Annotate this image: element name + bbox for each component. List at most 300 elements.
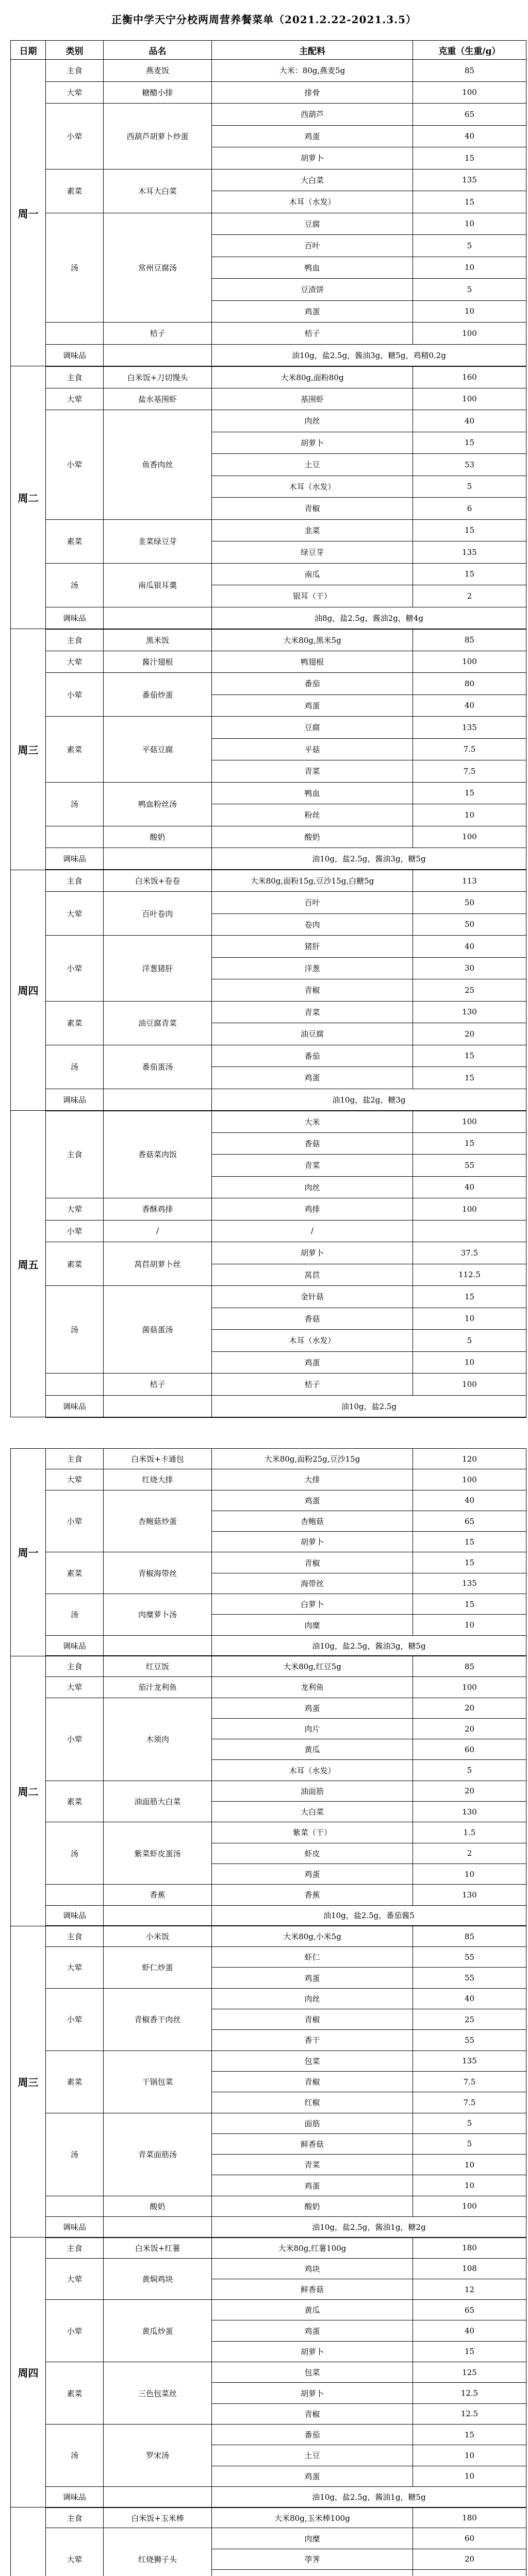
day-label: 周三 <box>11 629 46 870</box>
weight-cell: 125 <box>413 2362 526 2383</box>
page-title: 正衡中学天宁分校两周营养餐菜单（2021.2.22-2021.3.5） <box>111 13 417 26</box>
category-cell: 大荤 <box>46 1947 104 1989</box>
menu-row <box>11 1198 526 1221</box>
menu-row <box>11 81 526 104</box>
category-cell: 汤 <box>46 1594 104 1636</box>
seasoning-label: 调味品 <box>46 1089 104 1111</box>
weight-cell: 12.5 <box>413 2383 526 2403</box>
menu-row <box>11 1001 526 1023</box>
ingredient-cell: 红椒 <box>212 2092 413 2113</box>
dish-cell: 油豆腐青菜 <box>104 1001 212 1045</box>
ingredient-cell: 鸡块 <box>212 2258 413 2279</box>
ingredient-cell: 酸奶 <box>212 826 413 848</box>
dish-cell: 罗宋汤 <box>104 2424 212 2486</box>
weight-cell: 10 <box>413 1308 526 1330</box>
weight-cell: 20 <box>413 1698 526 1718</box>
dish-cell: 常州豆腐汤 <box>104 213 212 323</box>
weight-cell: 50 <box>413 913 526 936</box>
seasoning-row <box>11 1089 526 1111</box>
menu-row <box>11 717 526 739</box>
weight-cell: 10 <box>413 1863 526 1884</box>
dish-cell: 桔子 <box>104 1374 212 1396</box>
menu-row <box>11 169 526 191</box>
menu-row <box>11 2507 526 2528</box>
ingredient-cell: 香菇 <box>212 1132 413 1155</box>
menu-row <box>11 2258 526 2279</box>
menu-row <box>11 388 526 410</box>
dish-cell: 酸奶 <box>104 826 212 848</box>
weight-cell: 15 <box>413 2341 526 2362</box>
weight-cell: 130 <box>413 1001 526 1023</box>
weight-cell: 37.5 <box>413 1242 526 1264</box>
ingredient-cell: 土豆 <box>212 454 413 476</box>
ingredient-cell: 青菜 <box>212 2155 413 2175</box>
ingredient-cell: 荸荠 <box>212 2549 413 2569</box>
ingredient-cell: 鸡蛋 <box>212 1698 413 1718</box>
category-cell: 汤 <box>46 782 104 826</box>
ingredient-cell: 豆渣饼 <box>212 279 413 301</box>
menu-row <box>11 1781 526 1801</box>
weight-cell: 65 <box>413 1511 526 1531</box>
ingredient-cell: 肉丝 <box>212 1176 413 1198</box>
weight-cell: 15 <box>413 782 526 804</box>
weight-cell: 60 <box>413 2528 526 2549</box>
day-label: 周四 <box>11 2238 46 2507</box>
category-cell-empty <box>46 1885 104 1905</box>
day-label <box>11 2507 46 2576</box>
dish-cell: 虾仁炒蛋 <box>104 1947 212 1989</box>
seasoning-spacer <box>104 344 212 366</box>
ingredient-cell: 基围虾 <box>212 388 413 410</box>
weight-cell: 40 <box>413 936 526 958</box>
dish-cell: 肉糜萝卜汤 <box>104 1594 212 1636</box>
weight-cell: 1.5 <box>413 1822 526 1843</box>
ingredient-cell: 海带丝 <box>212 1573 413 1594</box>
header-day: 日期 <box>11 41 46 60</box>
ingredient-cell: 西葫芦 <box>212 104 413 126</box>
ingredient-cell: 虾仁 <box>212 1947 413 1968</box>
weight-cell: 10 <box>413 300 526 323</box>
seasoning-note: 油8g，盐2.5g，酱油2g，糖4g <box>212 607 526 629</box>
ingredient-cell: 肉糜 <box>212 1615 413 1635</box>
menu-row <box>11 651 526 673</box>
ingredient-cell: 胡萝卜 <box>212 147 413 170</box>
seasoning-note: 油10g，盐2.5g，番茄酱5 <box>212 1905 526 1926</box>
dish-cell: 油面筋大白菜 <box>104 1781 212 1822</box>
ingredient-cell: 金针菇 <box>212 1286 413 1308</box>
dish-cell: 白米饭+卡通包 <box>104 1449 212 1469</box>
seasoning-label: 调味品 <box>46 2216 104 2237</box>
weight-cell: 20 <box>413 2549 526 2569</box>
ingredient-cell: 肉糜 <box>212 2528 413 2549</box>
seasoning-label: 调味品 <box>46 1905 104 1926</box>
ingredient-cell: 大米80g,黑米5g <box>212 629 413 651</box>
category-cell: 大荤 <box>46 1198 104 1221</box>
menu-row <box>11 892 526 914</box>
dish-cell: 木须肉 <box>104 1698 212 1781</box>
menu-row <box>11 1594 526 1615</box>
seasoning-row <box>11 607 526 629</box>
weight-cell: 5 <box>413 279 526 301</box>
ingredient-cell: 百叶 <box>212 235 413 257</box>
category-cell: 汤 <box>46 1286 104 1374</box>
menu-row <box>11 1111 526 1133</box>
category-cell: 大荤 <box>46 892 104 936</box>
ingredient-cell: 胡萝卜 <box>212 432 413 454</box>
menu-row <box>11 2238 526 2258</box>
dish-cell: 白米饭+卷卷 <box>104 870 212 892</box>
dish-cell: 酱汁翅根 <box>104 651 212 673</box>
ingredient-cell: 香菇 <box>212 1308 413 1330</box>
ingredient-cell: 黄瓜 <box>212 1739 413 1760</box>
ingredient-cell: 肉丝 <box>212 410 413 432</box>
dish-cell: 白米饭+玉米棒 <box>104 2507 212 2528</box>
weight-cell: 10 <box>413 213 526 235</box>
ingredient-cell: 韭菜 <box>212 519 413 541</box>
dish-cell: 南瓜银耳羹 <box>104 563 212 607</box>
dish-cell: 菌菇蛋汤 <box>104 1286 212 1374</box>
weight-cell: 2 <box>413 585 526 607</box>
ingredient-cell: 莴苣 <box>212 1264 413 1286</box>
ingredient-cell: 青菜 <box>212 1001 413 1023</box>
ingredient-cell: 排骨 <box>212 81 413 104</box>
menu-row <box>11 870 526 892</box>
menu-row <box>11 826 526 848</box>
category-cell: 主食 <box>46 1656 104 1676</box>
ingredient-cell: 青椒 <box>212 2403 413 2424</box>
ingredient-cell: 鸡蛋 <box>212 1067 413 1089</box>
weight-cell: 7.5 <box>413 738 526 760</box>
category-cell: 汤 <box>46 213 104 323</box>
weight-cell: 135 <box>413 2050 526 2071</box>
dish-cell: 红烧大排 <box>104 1469 212 1490</box>
day-label: 周五 <box>11 1111 46 1417</box>
weight-cell: 20 <box>413 1781 526 1801</box>
category-cell: 主食 <box>46 629 104 651</box>
seasoning-spacer <box>104 2216 212 2237</box>
dish-cell: 鸭血粉丝汤 <box>104 782 212 826</box>
menu-row <box>11 563 526 585</box>
category-cell: 大荤 <box>46 1677 104 1698</box>
dish-cell: 小米饭 <box>104 1926 212 1946</box>
category-cell: 大荤 <box>46 651 104 673</box>
weight-cell: 40 <box>413 1176 526 1198</box>
category-cell: 小荤 <box>46 2300 104 2362</box>
menu-row <box>11 2424 526 2445</box>
category-cell: 素菜 <box>46 717 104 783</box>
weight-cell: 12.5 <box>413 2403 526 2424</box>
menu-row <box>11 1885 526 1905</box>
weight-cell: 55 <box>413 1947 526 1968</box>
menu-row <box>11 60 526 82</box>
ingredient-cell: 大米80g,红豆5g <box>212 1656 413 1676</box>
dish-cell: 白米饭+刀切馒头 <box>104 366 212 388</box>
weight-cell: 130 <box>413 1802 526 1822</box>
weight-cell: 25 <box>413 2009 526 2030</box>
dish-cell: 茄汁龙利鱼 <box>104 1677 212 1698</box>
category-cell: 主食 <box>46 60 104 82</box>
weight-cell: 55 <box>413 1968 526 1988</box>
dish-cell: 平菇豆腐 <box>104 717 212 783</box>
menu-row <box>11 1449 526 1469</box>
dish-cell: 燕麦饭 <box>104 60 212 82</box>
ingredient-cell: 大米80g,面粉15g,豆沙15g,白糖5g <box>212 870 413 892</box>
dish-cell: 黑米饭 <box>104 629 212 651</box>
header-category: 类别 <box>46 41 104 60</box>
weight-cell: 6 <box>413 498 526 520</box>
ingredient-cell: 鸡蛋 <box>212 300 413 323</box>
dish-cell: 干锅包菜 <box>104 2050 212 2113</box>
weight-cell: 15 <box>413 1552 526 1573</box>
weight-cell: 100 <box>413 1677 526 1698</box>
dish-cell: / <box>104 1220 212 1242</box>
menu-row <box>11 1469 526 1490</box>
category-cell: 小荤 <box>46 1698 104 1781</box>
day-label: 周二 <box>11 1656 46 1926</box>
weight-cell: 135 <box>413 1573 526 1594</box>
weight-cell: 100 <box>413 1469 526 1490</box>
weight-cell: 15 <box>413 519 526 541</box>
category-cell-empty <box>46 1374 104 1396</box>
header-row <box>11 41 526 60</box>
menu-row <box>11 2050 526 2071</box>
category-cell: 汤 <box>46 1045 104 1089</box>
category-cell: 小荤 <box>46 410 104 520</box>
menu-row <box>11 673 526 695</box>
ingredient-cell: 木耳（水发） <box>212 1330 413 1352</box>
dish-cell: 木耳大白菜 <box>104 169 212 213</box>
weight-cell: 10 <box>413 2155 526 2175</box>
category-cell: 小荤 <box>46 1988 104 2050</box>
ingredient-cell: 青椒 <box>212 979 413 1002</box>
menu-row <box>11 1374 526 1396</box>
ingredient-cell: 包菜 <box>212 2050 413 2071</box>
ingredient-cell: 鸡蛋 <box>212 2320 413 2341</box>
ingredient-cell: 胡萝卜 <box>212 1242 413 1264</box>
day-label: 周一 <box>11 1449 46 1656</box>
weight-cell: 15 <box>413 2424 526 2445</box>
weight-cell: 80 <box>413 673 526 695</box>
ingredient-cell: 鸡蛋 <box>212 1968 413 1988</box>
menu-row <box>11 1220 526 1242</box>
day-label: 周三 <box>11 1926 46 2237</box>
weight-cell: 5 <box>413 476 526 498</box>
seasoning-row <box>11 1905 526 1926</box>
dish-cell: 香菇菜肉饭 <box>104 1111 212 1198</box>
category-cell: 大荤 <box>46 2258 104 2300</box>
weight-cell: 40 <box>413 125 526 147</box>
weight-cell: 108 <box>413 2258 526 2279</box>
ingredient-cell: 番茄 <box>212 1045 413 1067</box>
menu-row <box>11 1656 526 1676</box>
ingredient-cell: 胡萝卜 <box>212 2383 413 2403</box>
week-one-table-wrap <box>10 40 526 1418</box>
ingredient-cell: 大米80g,面粉80g <box>212 366 413 388</box>
weight-cell: 30 <box>413 957 526 979</box>
weight-cell: 100 <box>413 323 526 345</box>
weight-cell: 113 <box>413 870 526 892</box>
category-cell: 汤 <box>46 1822 104 1885</box>
seasoning-label: 调味品 <box>46 848 104 870</box>
ingredient-cell: 油豆腐 <box>212 1023 413 1045</box>
weight-cell: 85 <box>413 60 526 82</box>
menu-row <box>11 1552 526 1573</box>
weight-cell: 15 <box>413 1594 526 1615</box>
ingredient-cell: 大白菜 <box>212 1802 413 1822</box>
ingredient-cell: 百叶 <box>212 892 413 914</box>
ingredient-cell: 番茄 <box>212 673 413 695</box>
weight-cell: 7.5 <box>413 760 526 783</box>
weight-cell: 55 <box>413 2030 526 2050</box>
ingredient-cell: 鸡蛋 <box>212 2175 413 2196</box>
week-two-menu-table <box>10 1448 526 2576</box>
category-cell: 素菜 <box>46 2050 104 2113</box>
category-cell: 素菜 <box>46 1781 104 1822</box>
ingredient-cell: 青椒 <box>212 2009 413 2030</box>
weight-cell: 10 <box>413 2175 526 2196</box>
ingredient-cell: 鸡蛋 <box>212 1863 413 1884</box>
ingredient-cell: 青椒 <box>212 1552 413 1573</box>
menu-row <box>11 1242 526 1264</box>
weight-cell: 15 <box>413 191 526 213</box>
weight-cell: 5 <box>413 235 526 257</box>
category-cell: 大荤 <box>46 1469 104 1490</box>
ingredient-cell: 包菜 <box>212 2362 413 2383</box>
category-cell-empty <box>46 826 104 848</box>
ingredient-cell: 肉丝 <box>212 1988 413 2009</box>
category-cell-empty <box>46 323 104 345</box>
seasoning-spacer <box>104 1089 212 1111</box>
menu-row <box>11 410 526 432</box>
seasoning-spacer <box>104 848 212 870</box>
category-cell: 素菜 <box>46 1001 104 1045</box>
category-cell: 小荤 <box>46 1220 104 1242</box>
ingredient-cell: 猪肝 <box>212 936 413 958</box>
menu-row <box>11 519 526 541</box>
weight-cell: 60 <box>413 1739 526 1760</box>
menu-row <box>11 213 526 235</box>
category-cell: 小荤 <box>46 673 104 717</box>
week-one-menu-table <box>10 40 526 1418</box>
dish-cell: 香蕉 <box>104 1885 212 1905</box>
category-cell: 小荤 <box>46 1490 104 1552</box>
menu-row <box>11 366 526 388</box>
ingredient-cell: 酸奶 <box>212 2196 413 2216</box>
ingredient-cell: 番茄 <box>212 2424 413 2445</box>
seasoning-spacer <box>104 1635 212 1656</box>
ingredient-cell: 黄瓜 <box>212 2300 413 2320</box>
weight-cell: 2 <box>413 1843 526 1863</box>
menu-row <box>11 1947 526 1968</box>
ingredient-cell: 鸡排 <box>212 1198 413 1221</box>
weight-cell: 40 <box>413 2320 526 2341</box>
weight-cell: 5 <box>413 1760 526 1781</box>
category-cell: 主食 <box>46 2238 104 2258</box>
category-cell: 汤 <box>46 563 104 607</box>
dish-cell: 番茄蛋汤 <box>104 1045 212 1089</box>
seasoning-note: 油10g，盐2.5g <box>212 1395 526 1417</box>
dish-cell: 三色包菜丝 <box>104 2362 212 2425</box>
week-two-table-wrap <box>10 1448 526 2576</box>
category-cell: 大荤 <box>46 2528 104 2576</box>
ingredient-cell: 木耳（水发） <box>212 191 413 213</box>
weight-cell: 55 <box>413 1155 526 1177</box>
category-cell: 汤 <box>46 2113 104 2196</box>
dish-cell: 香酥鸡排 <box>104 1198 212 1221</box>
dish-cell: 糖醋小排 <box>104 81 212 104</box>
weight-cell: 5 <box>413 2133 526 2154</box>
weight-cell: 100 <box>413 1111 526 1133</box>
menu-row <box>11 104 526 126</box>
seasoning-spacer <box>104 1395 212 1417</box>
ingredient-cell: 青椒 <box>212 2071 413 2092</box>
ingredient-cell: 鸭血 <box>212 257 413 279</box>
menu-row <box>11 2362 526 2383</box>
category-cell: 主食 <box>46 1111 104 1198</box>
ingredient-cell: 鲜香菇 <box>212 2279 413 2299</box>
menu-row <box>11 2528 526 2549</box>
ingredient-cell: 鸡蛋 <box>212 2466 413 2486</box>
ingredient-cell: 油面筋 <box>212 1781 413 1801</box>
ingredient-cell: 鸡蛋 <box>212 1351 413 1374</box>
header-ingredients: 主配料 <box>212 41 413 60</box>
ingredient-cell: 面筋 <box>212 2113 413 2133</box>
menu-row <box>11 1698 526 1718</box>
category-cell: 素菜 <box>46 169 104 213</box>
weight-cell: 15 <box>413 563 526 585</box>
dish-cell: 番茄炒蛋 <box>104 673 212 717</box>
ingredient-cell: 大米80g,玉米棒100g <box>212 2507 413 2528</box>
category-cell-empty <box>46 2196 104 2216</box>
weight-cell: 135 <box>413 717 526 739</box>
menu-row <box>11 1988 526 2009</box>
dish-cell: 白米饭+红薯 <box>104 2238 212 2258</box>
category-cell: 大荤 <box>46 388 104 410</box>
weight-cell: 100 <box>413 388 526 410</box>
weight-cell: 15 <box>413 1532 526 1552</box>
ingredient-cell: 鸡蛋 <box>212 125 413 147</box>
category-cell: 素菜 <box>46 1242 104 1286</box>
category-cell: 主食 <box>46 2507 104 2528</box>
weight-cell: 40 <box>413 1988 526 2009</box>
day-label: 周二 <box>11 366 46 629</box>
category-cell: 主食 <box>46 1926 104 1946</box>
weight-cell: 15 <box>413 1045 526 1067</box>
ingredient-cell: 青菜 <box>212 1155 413 1177</box>
seasoning-spacer <box>104 2486 212 2507</box>
ingredient-cell: 杏鲍菇 <box>212 1511 413 1531</box>
dish-cell: 青菜面筋汤 <box>104 2113 212 2196</box>
weight-cell: 20 <box>413 1023 526 1045</box>
dish-cell: 紫菜虾皮蛋汤 <box>104 1822 212 1885</box>
ingredient-cell: 大米80g,红薯100g <box>212 2238 413 2258</box>
weight-cell: 65 <box>413 104 526 126</box>
day-label: 周一 <box>11 60 46 366</box>
menu-row <box>11 1926 526 1946</box>
category-cell: 小荤 <box>46 104 104 170</box>
ingredient-cell: 大排 <box>212 1469 413 1490</box>
ingredient-cell: 香蕉 <box>212 1885 413 1905</box>
ingredient-cell: 鸭血 <box>212 782 413 804</box>
ingredient-cell: 木耳（水发） <box>212 476 413 498</box>
menu-row <box>11 1286 526 1308</box>
weight-cell: 112.5 <box>413 1264 526 1286</box>
week-one-body <box>11 60 526 1417</box>
menu-row <box>11 2300 526 2320</box>
seasoning-spacer <box>104 1905 212 1926</box>
weight-cell: 15 <box>413 1132 526 1155</box>
category-cell: 小荤 <box>46 936 104 1002</box>
